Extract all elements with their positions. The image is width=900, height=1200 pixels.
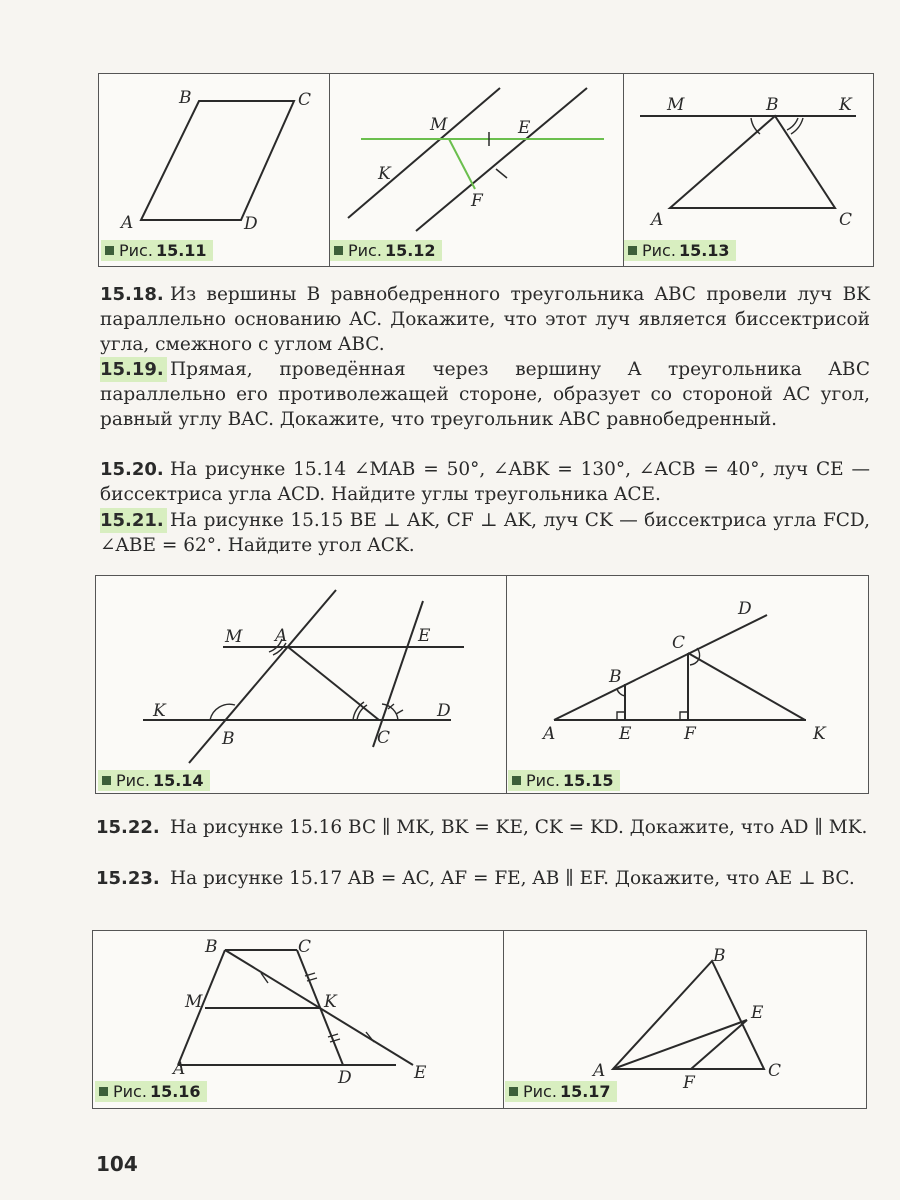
label-F-1512: F [471,191,483,211]
label-E-1515: E [619,724,632,744]
caption-marker [334,246,343,255]
label-E-1517: E [751,1003,764,1023]
caption-marker [628,246,637,255]
label-K-1516: K [324,992,337,1012]
label-F-1515: F [684,724,696,744]
label-B-1511: B [179,88,192,108]
caption-number: 15.11 [155,241,207,260]
label-B-1515: B [609,667,622,687]
problem-15-19 [100,357,870,455]
label-D-1514: D [437,701,451,721]
caption-number: 15.15 [562,771,614,790]
caption-prefix: Рис. [526,771,560,790]
label-A-1517: A [593,1061,606,1081]
divider [329,74,330,266]
problem-text: На рисунке 15.16 BC ∥ MK, BK = KE, CK = KD. Докажите, что AD ∥ MK. [170,817,868,838]
label-C-1511: C [298,90,312,110]
figure-15-13-drawing [640,116,856,208]
label-B-1513: B [766,95,779,115]
figure-row-bottom [92,930,867,1109]
problem-15-22 [96,815,870,865]
label-K-1513: K [839,95,852,115]
label-B-1517: B [713,946,726,966]
caption-prefix: Рис. [523,1082,557,1101]
label-E-1516: E [414,1063,427,1083]
figure-15-11-drawing [141,101,294,220]
label-M-1512: M [430,115,448,135]
caption-15-11 [101,240,213,261]
problem-text: Из вершины B равнобедренного треугольника ABC провели луч BK параллельно основанию AC. Докажите, что этот луч является биссектрисой угла, смежного с углом ABC. [100,284,870,355]
label-A-1514: A [275,626,288,646]
label-A-1515: A [543,724,556,744]
divider [506,576,507,793]
label-K-1512: K [378,164,391,184]
divider [503,931,504,1108]
caption-15-14 [98,770,210,791]
caption-number: 15.16 [149,1082,201,1101]
label-C-1514: C [377,728,391,748]
label-D-1515: D [738,599,752,619]
label-A-1516: A [173,1059,186,1079]
problem-number: 15.21. [100,508,167,533]
caption-15-16 [95,1081,207,1102]
problem-text: На рисунке 15.14 ∠MAB = 50°, ∠ABK = 130°, ∠ACB = 40°, луч CE — биссектриса угла ACD. Найдите углы треугольника ACE. [100,459,870,505]
label-K-1514: K [153,701,166,721]
label-M-1516: M [185,992,203,1012]
caption-prefix: Рис. [113,1082,147,1101]
caption-prefix: Рис. [119,241,153,260]
problem-15-18 [100,282,870,357]
figure-15-15-drawing [554,615,806,720]
problem-text: Прямая, проведённая через вершину A треугольника ABC параллельно его противолежащей стороне, образует со стороной AC угол, равный углу BAC. Докажите, что треугольник ABC равнобедренный. [100,359,870,430]
caption-marker [105,246,114,255]
caption-marker [102,776,111,785]
figure-15-14-drawing [143,590,464,763]
label-A-1513: A [651,210,664,230]
figures-15-14-and-15-15 [96,576,868,793]
caption-marker [509,1087,518,1096]
figures-15-11-to-15-13 [99,74,873,266]
label-C-1517: C [768,1061,782,1081]
problem-15-20 [100,457,870,507]
label-B-1514: B [222,729,235,749]
caption-prefix: Рис. [642,241,676,260]
label-C-1515: C [672,633,686,653]
caption-15-15 [508,770,620,791]
caption-number: 15.17 [559,1082,611,1101]
caption-15-17 [505,1081,617,1102]
caption-marker [512,776,521,785]
caption-prefix: Рис. [348,241,382,260]
caption-15-13 [624,240,736,261]
label-B-1516: B [205,937,218,957]
problem-15-21 [100,508,870,558]
label-D-1516: D [338,1068,352,1088]
problem-15-23 [96,866,870,916]
figures-15-16-and-15-17 [93,931,866,1108]
problem-number: 15.23. [96,868,160,889]
caption-marker [99,1087,108,1096]
caption-number: 15.14 [152,771,204,790]
label-E-1514: E [418,626,431,646]
caption-number: 15.13 [678,241,730,260]
problem-number: 15.20. [100,459,164,480]
figure-15-16-drawing [178,950,413,1065]
problem-text: На рисунке 15.17 AB = AC, AF = FE, AB ∥ EF. Докажите, что AE ⊥ BC. [170,868,855,889]
caption-number: 15.12 [384,241,436,260]
problem-number: 15.19. [100,357,167,382]
label-E-1512: E [518,118,531,138]
label-F-1517: F [683,1073,695,1093]
figure-row-middle [95,575,869,794]
label-A-1511: A [121,213,134,233]
label-D-1511: D [244,214,258,234]
problem-number: 15.18. [100,284,164,305]
caption-prefix: Рис. [116,771,150,790]
divider [623,74,624,266]
label-C-1516: C [298,937,312,957]
label-M-1514: M [225,627,243,647]
problem-number: 15.22. [96,817,160,838]
problem-text: На рисунке 15.15 BE ⊥ AK, CF ⊥ AK, луч CK — биссектриса угла FCD, ∠ABE = 62°. Найдите угол ACK. [100,510,870,556]
label-C-1513: C [839,210,853,230]
page-number: 104 [96,1152,138,1176]
figure-row-top [98,73,874,267]
label-K-1515: K [813,724,826,744]
caption-15-12 [330,240,442,261]
label-M-1513: M [667,95,685,115]
figure-15-17-drawing [613,961,764,1069]
